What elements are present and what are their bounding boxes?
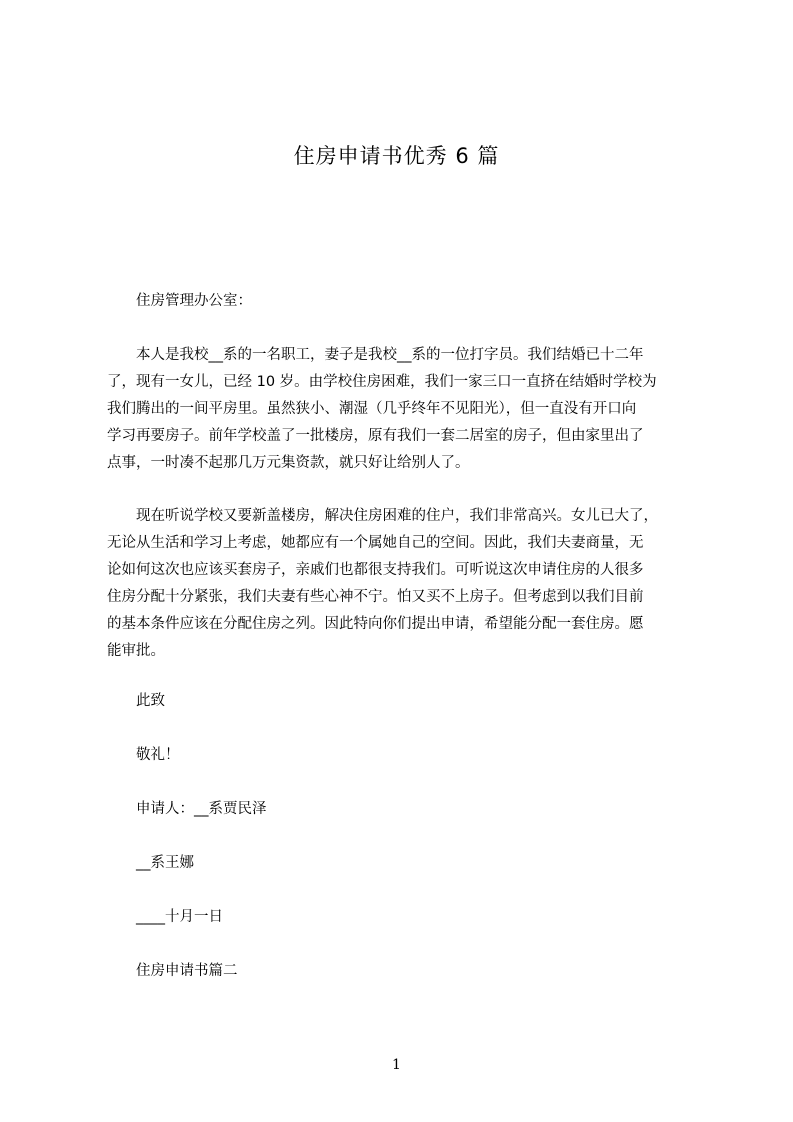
paragraph-line: 论如何这次也应该买套房子，亲戚们也都很支持我们。可听说这次申请住房的人很多 [107,562,644,578]
paragraph-line: 无论从生活和学习上考虑，她都应有一个属她自己的空间。因此，我们夫妻商量，无 [107,535,644,551]
paragraph-line: 我们腾出的一间平房里。虽然狭小、潮湿（几乎终年不见阳光），但一直没有开口向 [107,401,637,417]
paragraph-line: 学习再要房子。前年学校盖了一批楼房，原有我们一套二居室的房子，但由家里出了 [107,428,644,444]
paragraph-line: 能审批。 [107,643,165,659]
paragraph-line: 点事，一时凑不起那几万元集资款，就只好让给别人了。 [107,455,470,471]
paragraph-line: 现在听说学校又要新盖楼房，解决住房困难的住户，我们非常高兴。女儿已大了， [136,508,658,524]
applicant-line-2: __系王娜 [136,855,194,871]
document-title: 住房申请书优秀 6 篇 [293,144,500,168]
paragraph-line: 本人是我校__系的一名职工，妻子是我校__系的一位打字员。我们结婚已十二年 [136,347,644,363]
applicant-line: 申请人：__系贾民泽 [136,801,267,817]
page-number: 1 [392,1057,401,1073]
closing-line-1: 此致 [136,693,165,709]
paragraph-line: 了，现有一女儿，已经 10 岁。由学校住房困难，我们一家三口一直挤在结婚时学校为 [107,374,657,390]
next-section-heading: 住房申请书篇二 [136,963,238,979]
date-line: ____十月一日 [136,909,223,925]
salutation: 住房管理办公室： [136,293,252,309]
closing-line-2: 敬礼！ [136,747,180,763]
paragraph-line: 的基本条件应该在分配住房之列。因此特向你们提出申请，希望能分配一套住房。愿 [107,616,644,632]
paragraph-line: 住房分配十分紧张，我们夫妻有些心神不宁。怕又买不上房子。但考虑到以我们目前 [107,589,644,605]
